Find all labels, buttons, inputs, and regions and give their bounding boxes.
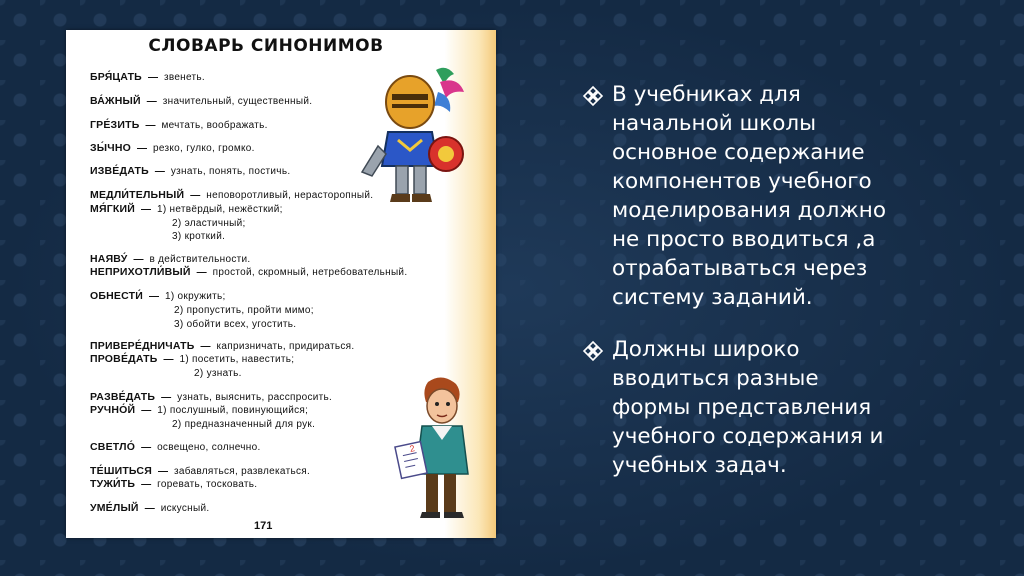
entry-word: ОБНЕСТИ́ xyxy=(90,290,143,302)
entry-word: РУЧНО́Й xyxy=(90,404,136,416)
entry-dash: — xyxy=(146,96,157,107)
entry-subsense: 2) пропустить, пройти мимо; xyxy=(174,305,314,316)
dictionary-entry xyxy=(90,267,407,278)
diamond-bullet-icon xyxy=(582,85,604,107)
dictionary-entry xyxy=(90,190,373,201)
diamond-bullet-icon xyxy=(582,340,604,362)
entry-definition: значительный, существенный. xyxy=(162,96,313,107)
bullet-item xyxy=(582,80,1002,312)
entry-dash: — xyxy=(141,442,152,453)
entry-word: СВЕТЛО́ xyxy=(90,441,136,453)
entry-word: НАЯВУ́ xyxy=(90,253,128,265)
entry-word: ГРЕ́ЗИТЬ xyxy=(90,119,140,131)
dictionary-entry xyxy=(90,254,250,265)
entry-subsense: 2) узнать. xyxy=(194,368,242,379)
entry-dash: — xyxy=(144,503,155,514)
entry-dash: — xyxy=(145,120,156,131)
entry-definition: 1) нетвёрдый, нежёсткий; xyxy=(156,204,283,215)
bullet-text: Должны широко вводиться разные формы представления учебного содержания и учебных задач. xyxy=(612,337,884,478)
dictionary-entry xyxy=(90,96,312,107)
entry-dash: — xyxy=(196,267,207,278)
svg-text:2: 2 xyxy=(408,443,416,454)
dictionary-entry xyxy=(90,291,226,302)
entry-definition: мечтать, воображать. xyxy=(161,120,268,131)
bullet-text: В учебниках для начальной школы основное содержание компонентов учебного моделирования должно не просто вводиться ,а отрабатываться через систему заданий. xyxy=(612,82,886,310)
entry-dash: — xyxy=(137,143,147,154)
entry-word: ТУЖИ́ТЬ xyxy=(90,478,136,490)
dictionary-entry xyxy=(90,503,209,514)
entry-definition: горевать, тосковать. xyxy=(157,479,258,490)
entry-dash: — xyxy=(141,479,152,490)
entry-dash: — xyxy=(161,392,172,403)
entry-definition: в действительности. xyxy=(149,254,251,265)
entry-dash: — xyxy=(141,405,152,416)
dictionary-entry xyxy=(90,442,261,453)
entry-word: УМЕ́ЛЫЙ xyxy=(90,502,139,514)
entry-definition: освещено, солнечно. xyxy=(157,442,261,453)
page-title: СЛОВАРЬ СИНОНИМОВ xyxy=(148,36,384,56)
boy-illustration xyxy=(388,374,488,524)
entry-word: ПРОВЕ́ДАТЬ xyxy=(90,353,158,365)
entry-word: НЕПРИХОТЛИ́ВЫЙ xyxy=(90,266,191,278)
entry-dash: — xyxy=(154,166,165,177)
entry-definition: искусный. xyxy=(160,503,210,514)
entry-dash: — xyxy=(163,354,174,365)
bullet-list xyxy=(582,80,1002,480)
entry-word: ЗЫ́ЧНО xyxy=(90,142,131,154)
entry-definition: 1) посетить, навестить; xyxy=(179,354,295,365)
entry-word: ПРИВЕРЕ́ДНИЧАТЬ xyxy=(90,340,195,352)
entry-subsense: 2) эластичный; xyxy=(172,218,246,229)
dictionary-entry xyxy=(90,466,310,477)
dictionary-entry xyxy=(90,479,257,490)
entry-definition: узнать, понять, постичь. xyxy=(170,166,291,177)
bullet-item xyxy=(582,335,1002,480)
entry-word: ВА́ЖНЫЙ xyxy=(90,95,141,107)
entry-dash: — xyxy=(157,466,168,477)
page-number: 171 xyxy=(254,520,273,532)
entry-dash: — xyxy=(190,190,201,201)
entry-definition: 1) послушный, повинующийся; xyxy=(157,405,309,416)
entry-subsense: 3) обойти всех, угостить. xyxy=(174,319,297,330)
entry-dash: — xyxy=(200,341,211,352)
textbook-page-image xyxy=(66,30,496,538)
entry-definition: забавляться, развлекаться. xyxy=(173,466,311,477)
entry-dash: — xyxy=(140,204,151,215)
entry-definition: простой, скромный, нетребовательный. xyxy=(212,267,408,278)
entry-dash: — xyxy=(148,291,159,302)
entry-dash: — xyxy=(133,254,144,265)
entry-word: РАЗВЕ́ДАТЬ xyxy=(90,391,156,403)
entry-definition: неповоротливый, нерасторопный. xyxy=(206,190,374,201)
dictionary-entry xyxy=(90,354,294,365)
entry-dash: — xyxy=(147,72,158,83)
entry-subsense: 2) предназначенный для рук. xyxy=(172,419,316,430)
dictionary-entry xyxy=(90,143,255,154)
dictionary-entry xyxy=(90,405,308,416)
entry-word: МЕДЛИ́ТЕЛЬНЫЙ xyxy=(90,189,185,201)
entry-definition: звенеть. xyxy=(163,72,206,83)
knight-illustration xyxy=(348,62,478,212)
entry-word: БРЯ́ЦАТЬ xyxy=(90,71,142,83)
entry-definition: 1) окружить; xyxy=(164,291,226,302)
entry-word: МЯ́ГКИЙ xyxy=(90,203,135,215)
dictionary-entry xyxy=(90,72,205,83)
dictionary-entry xyxy=(90,120,268,131)
entry-definition: резко, гулко, громко. xyxy=(153,143,255,154)
entry-subsense: 3) кроткий. xyxy=(172,231,226,242)
dictionary-entry xyxy=(90,392,332,403)
dictionary-entry xyxy=(90,341,354,352)
entry-definition: узнать, выяснить, расспросить. xyxy=(177,392,333,403)
entry-word: ИЗВЕ́ДАТЬ xyxy=(90,165,149,177)
entry-definition: капризничать, придираться. xyxy=(216,341,355,352)
dictionary-entry xyxy=(90,204,283,215)
entry-word: ТЕ́ШИТЬСЯ xyxy=(90,465,152,477)
dictionary-entry xyxy=(90,166,290,177)
